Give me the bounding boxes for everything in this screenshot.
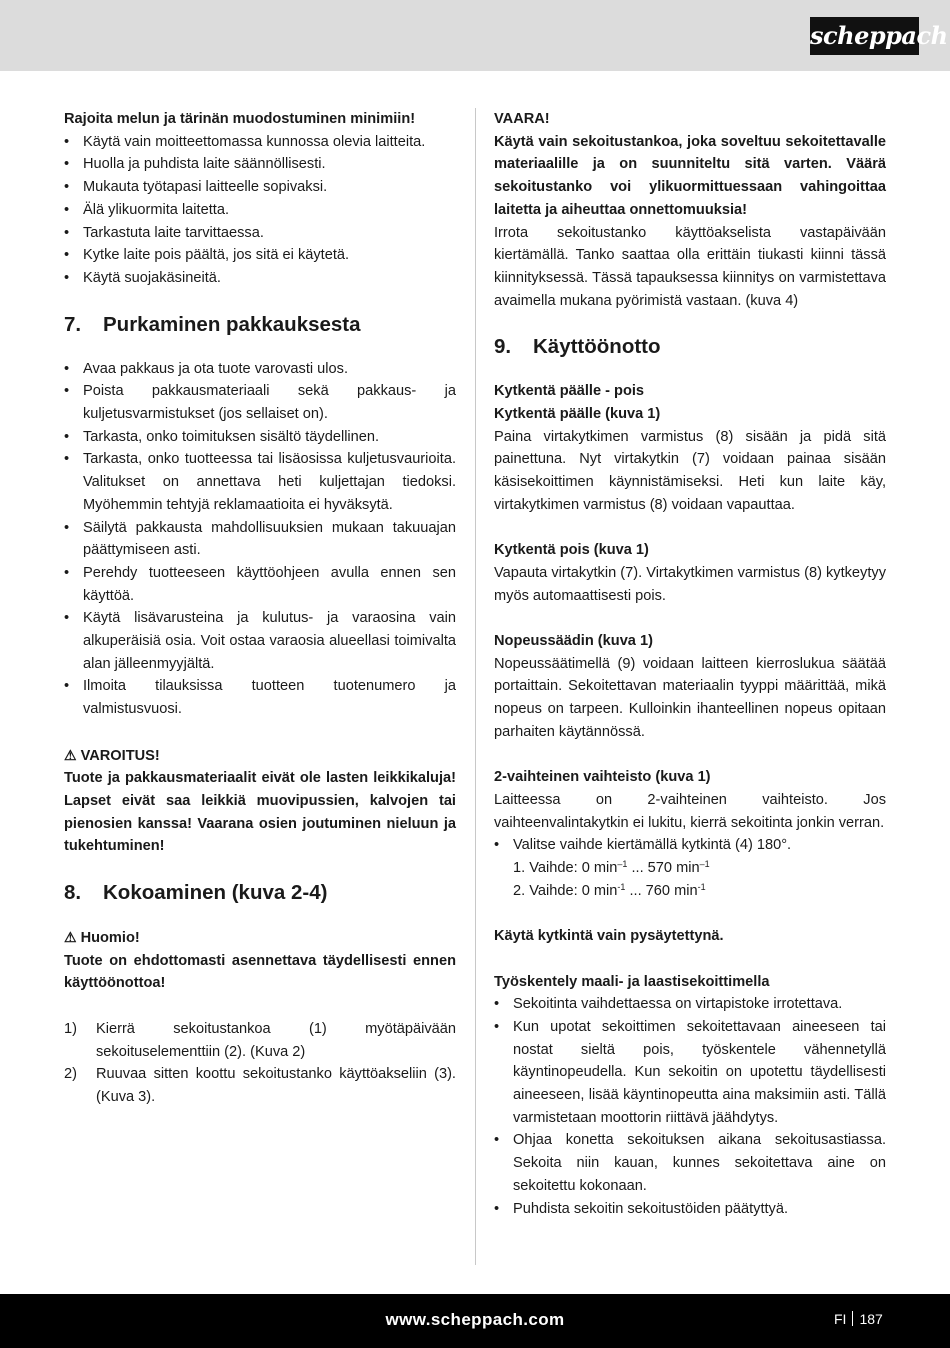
remove-text: Irrota sekoitustanko käyttöakselista vastapäivään kiertämällä. Tanko saattaa olla erittäin tiukasti kiinni tässä kiinnityksessä. Tässä tapauksessa kiinnitys on varmistettava avaimella mukana pyörimistä vastaan. (kuva 4) [494, 224, 886, 309]
switch-heading: Kytkentä päälle - pois [494, 383, 645, 400]
left-column [64, 108, 456, 1109]
list-item: • Tarkasta, onko toimituksen sisältö täydellinen. [64, 426, 456, 449]
danger-heading: VAARA! [494, 111, 550, 127]
footer-bar [0, 1294, 950, 1348]
list-item: • Sekoitinta vaihdettaessa on virtapistoke irrotettava. [494, 993, 886, 1016]
warning-triangle-icon: ⚠ [64, 929, 77, 946]
section-7-heading: 7. Purkaminen pakkauksesta [64, 312, 361, 336]
list-item: • Tarkasta, onko tuotteessa tai lisäosissa kuljetusvaurioita. Valitukset on annettava heti kuljettajan tiedoksi. Myöhemmin tehtyjä reklamaatioita ei hyväksytä. [64, 448, 456, 516]
website-url: www.scheppach.com [385, 1310, 565, 1329]
work-list [494, 993, 886, 1220]
list-item: • Kytke laite pois päältä, jos sitä ei käytetä. [64, 244, 456, 267]
section-8-heading: 8. Kokoaminen (kuva 2-4) [64, 881, 328, 905]
gear-2-speed: 2. Vaihde: 0 $\min^{-1}$ ... 760 $\min^{-1}$ [513, 881, 706, 899]
list-item: • Poista pakkausmateriaali sekä pakkaus- ja kuljetusvarmistukset (jos sellaiset on). [64, 380, 456, 425]
note-heading: ⚠ Huomio! [64, 926, 456, 950]
list-item: • Perehdy tuotteeseen käyttöohjeen avulla ennen sen käyttöä. [64, 562, 456, 607]
list-item: • Käytä lisävarusteina ja kulutus- ja varaosina vain alkuperäisiä osia. Voit ostaa varaosia alueellasi toimivalta alan jälleenmyyjältä. [64, 607, 456, 675]
header-bar [0, 0, 950, 71]
warning-text: Tuote ja pakkausmateriaalit eivät ole lasten leikkikaluja! Lapset eivät saa leikkiä muovipussien, kalvojen tai pienosien kanssa! Vaarana osien joutuminen nieluun ja tukehtuminen! [64, 770, 456, 855]
gear-1-speed: 1. Vaihde: 0 $\min^{-1}$ ... 570 $\min^{-1}$ [513, 859, 710, 877]
list-item: • Ohjaa konetta sekoituksen aikana sekoitusastiassa. Sekoita niin kauan, kunnes sekoitettava aine on sekoitettu kokonaan. [494, 1129, 886, 1197]
warning-triangle-icon: ⚠ [64, 746, 77, 763]
gear-list [494, 834, 886, 857]
list-item: • Avaa pakkaus ja ota tuote varovasti ulos. [64, 358, 456, 381]
list-item: • Kun upotat sekoittimen sekoitettavaan aineeseen tai nostat sieltä pois, työskentele vähennetyllä käyntinopeudella. Kun sekoitin on upotettu täydellisesti aineeseen, lisää käyntinopeutta aina maksimiin asti. Tällä varmistetaan moottorin riittävä jäähdytys. [494, 1016, 886, 1130]
list-item: • Ilmoita tilauksissa tuotteen tuotenumero ja valmistusvuosi. [64, 675, 456, 720]
list-item: • Puhdista sekoitin sekoitustöiden päätyttyä. [494, 1198, 886, 1221]
gear-text: Laitteessa on 2-vaihteinen vaihteisto. Jos vaihteenvalintakytkin ei lukitu, kierrä sekoitinta jonkin verran. [494, 791, 886, 831]
stop-text: Käytä kytkintä vain pysäytettynä. [494, 928, 724, 945]
list-item: • Säilytä pakkausta mahdollisuuksien mukaan takuuajan päättymiseen asti. [64, 517, 456, 562]
right-column [494, 108, 886, 1220]
list-item: • Käytä vain moitteettomassa kunnossa olevia laitteita. [64, 131, 456, 154]
scheppach-logo: scheppach [810, 17, 919, 55]
warning-heading: ⚠ VAROITUS! [64, 744, 456, 768]
list-item: 2) Ruuvaa sitten koottu sekoitustanko käyttöakseliin (3). (Kuva 3). [64, 1066, 456, 1105]
list-item: • Älä ylikuormita laitetta. [64, 199, 456, 222]
gear-heading: 2-vaihteinen vaihteisto (kuva 1) [494, 769, 711, 786]
list-item: • Huolla ja puhdista laite säännöllisesti. [64, 153, 456, 176]
off-heading: Kytkentä pois (kuva 1) [494, 542, 649, 559]
list-item: • Mukauta työtapasi laitteelle sopivaksi. [64, 176, 456, 199]
assembly-steps [64, 1018, 456, 1109]
list-item: • Valitse vaihde kiertämällä kytkintä (4) 180°. [494, 834, 886, 857]
on-heading: Kytkentä päälle (kuva 1) [494, 406, 661, 423]
list-item: • Tarkastuta laite tarvittaessa. [64, 222, 456, 245]
list-item: 1) Kierrä sekoitustankoa (1) myötäpäivään sekoituselementtiin (2). (Kuva 2) [64, 1020, 456, 1060]
off-text: Vapauta virtakytkin (7). Virtakytkimen varmistus (8) kytkeytyy myös automaattisesti pois. [494, 564, 886, 604]
note-text: Tuote on ehdottomasti asennettava täydellisesti ennen käyttöönottoa! [64, 952, 456, 992]
list-item: • Käytä suojakäsineitä. [64, 267, 456, 290]
speed-heading: Nopeussäädin (kuva 1) [494, 633, 653, 650]
unpacking-list [64, 358, 456, 721]
speed-text: Nopeussäätimellä (9) voidaan laitteen kierroslukua säätää portaittain. Sekoitettavan materiaalin tyyppi määrittää, mikä nopeus on tarpeen. Kulloinkin ihanteellinen nopeus opitaan parhaiten käytännössä. [494, 655, 886, 740]
noise-list [64, 131, 456, 290]
work-heading: Työskentely maali- ja laastisekoittimella [494, 973, 770, 990]
noise-heading: Rajoita melun ja tärinän muodostuminen minimiin! [64, 111, 416, 127]
section-9-heading: 9. Käyttöönotto [494, 335, 661, 359]
on-text: Paina virtakytkimen varmistus (8) sisään ja pidä sitä painettuna. Nyt virtakytkin (7) voidaan painaa sisään käsisekoittimen käynnistämiseksi. Heti kun laite käy, virtakytkimen varmistus (8) voidaan vapauttaa. [494, 428, 886, 513]
column-divider [475, 108, 476, 1265]
danger-text: Käytä vain sekoitustankoa, joka soveltuu sekoitettavalle materiaalille ja on suunniteltu sitä varten. Väärä sekoitustanko voi ylikuormittuessaan vahingoittaa laitetta ja aiheuttaa onnettomuuksia! [494, 133, 886, 218]
page-number: FI 187 [834, 1311, 883, 1327]
